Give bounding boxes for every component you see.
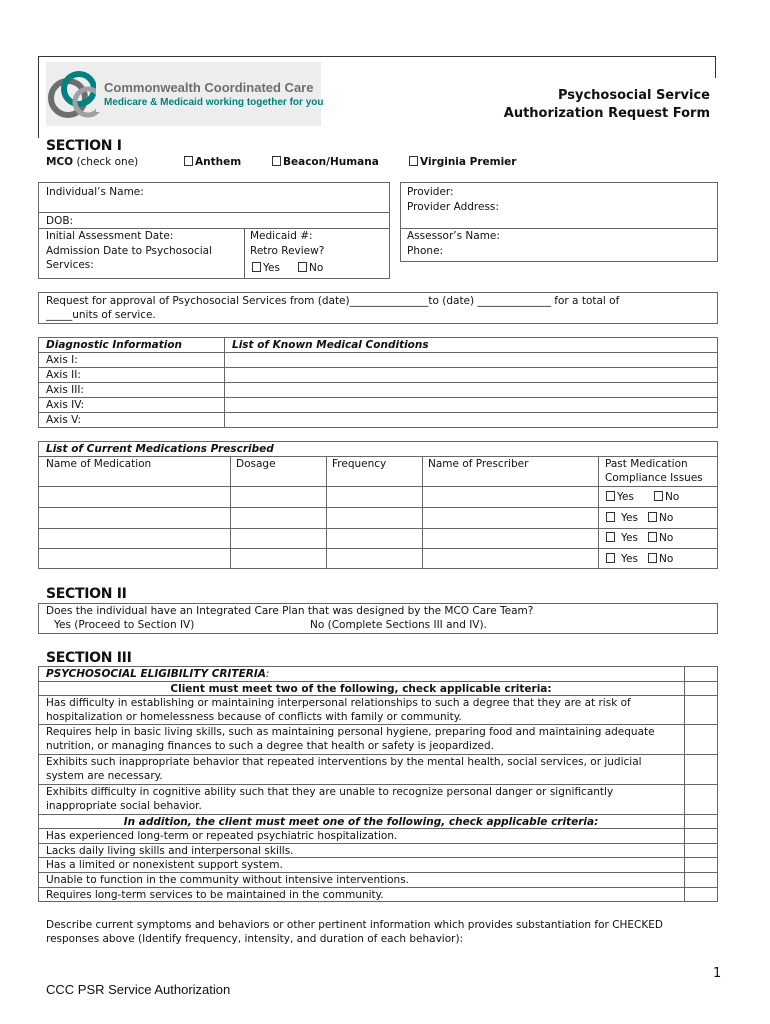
criteria-3-check-cell[interactable] bbox=[685, 755, 717, 784]
mco-option-anthem[interactable]: Anthem bbox=[184, 155, 241, 169]
criteria-4-line-1: Exhibits difficulty in cognitive ability such that they are unable to recognize personal danger or significantly bbox=[46, 786, 614, 798]
checkbox-beacon[interactable] bbox=[272, 156, 281, 166]
request-line-2[interactable]: _____units of service. bbox=[46, 309, 156, 321]
criteria-2-check-cell[interactable] bbox=[685, 725, 717, 754]
individual-name-field[interactable]: Individual’s Name: bbox=[46, 186, 144, 198]
mco-label-text: MCO bbox=[46, 156, 74, 168]
checkbox-retro-yes[interactable] bbox=[252, 262, 261, 272]
footer-text: CCC PSR Service Authorization bbox=[46, 982, 231, 997]
describe-line-2: responses above (Identify frequency, intensity, and duration of each behavior): bbox=[46, 933, 464, 945]
col-compliance-1: Past Medication bbox=[605, 458, 688, 470]
checkbox-virginia[interactable] bbox=[409, 156, 418, 166]
admission-date-field[interactable]: Admission Date to Psychosocial bbox=[46, 245, 213, 257]
page-number: 1 bbox=[713, 966, 722, 981]
criteria-1-line-1: Has difficulty in establishing or maintaining interpersonal relationships to such a degree that they are at risk of bbox=[46, 697, 631, 709]
criteria-7: Has a limited or nonexistent support system. bbox=[46, 859, 283, 871]
criteria-2-line-1: Requires help in basic living skills, such as maintaining personal hygiene, preparing food and maintaining adequate bbox=[46, 726, 655, 738]
mco-label bbox=[46, 155, 138, 169]
mco-option-virginia[interactable]: Virginia Premier bbox=[409, 155, 516, 169]
checkbox-compliance-no-2[interactable] bbox=[648, 512, 657, 522]
axis-2-field[interactable]: Axis II: bbox=[46, 369, 81, 381]
compliance-no-2[interactable]: No bbox=[648, 511, 673, 525]
criteria-6: Lacks daily living skills and interpersonal skills. bbox=[46, 845, 294, 857]
checkbox-compliance-no-3[interactable] bbox=[648, 532, 657, 542]
initial-assessment-field[interactable]: Initial Assessment Date: bbox=[46, 230, 174, 242]
axis-4-field[interactable]: Axis IV: bbox=[46, 399, 85, 411]
form-title bbox=[504, 87, 710, 123]
form-title-line1: Psychosocial Service bbox=[557, 88, 710, 103]
col-dosage: Dosage bbox=[236, 458, 276, 470]
diagnostic-header: Diagnostic Information bbox=[46, 339, 183, 351]
retro-yes-option[interactable]: Yes bbox=[252, 261, 280, 275]
compliance-no-1[interactable]: No bbox=[654, 490, 679, 504]
criteria-sub-1: Client must meet two of the following, check applicable criteria: bbox=[170, 683, 552, 695]
dob-field[interactable]: DOB: bbox=[46, 215, 74, 227]
checkbox-compliance-yes-2[interactable] bbox=[606, 512, 615, 522]
ccc-logo bbox=[46, 62, 324, 126]
header-frame-top bbox=[38, 56, 715, 57]
checkbox-compliance-no-4[interactable] bbox=[648, 553, 657, 563]
axis-1-field[interactable]: Axis I: bbox=[46, 354, 78, 366]
compliance-yes-3[interactable]: Yes bbox=[606, 531, 638, 545]
describe-response-area[interactable] bbox=[46, 948, 718, 972]
mco-option-beacon[interactable]: Beacon/Humana bbox=[272, 155, 379, 169]
compliance-yes-2[interactable]: Yes bbox=[606, 511, 638, 525]
logo-name: Commonwealth Coordinated Care bbox=[104, 80, 314, 95]
compliance-yes-4[interactable]: Yes bbox=[606, 552, 638, 566]
mco-hint: (check one) bbox=[76, 156, 139, 168]
checkbox-compliance-no-1[interactable] bbox=[654, 491, 663, 501]
section-3-heading: SECTION III bbox=[46, 650, 132, 666]
form-title-line2: Authorization Request Form bbox=[503, 106, 710, 121]
col-prescriber: Name of Prescriber bbox=[428, 458, 529, 470]
header-frame-right bbox=[715, 56, 716, 78]
checkbox-compliance-yes-1[interactable] bbox=[606, 491, 615, 501]
admission-date-field-2: Services: bbox=[46, 259, 94, 271]
retro-review-label: Retro Review? bbox=[250, 245, 325, 257]
section-2-heading: SECTION II bbox=[46, 586, 127, 602]
axis-5-field[interactable]: Axis V: bbox=[46, 414, 81, 426]
provider-field[interactable]: Provider: bbox=[407, 186, 454, 198]
criteria-7-check-cell[interactable] bbox=[685, 858, 717, 872]
criteria-5: Has experienced long-term or repeated psychiatric hospitalization. bbox=[46, 830, 398, 842]
criteria-4-line-2: inappropriate social behavior. bbox=[46, 800, 202, 812]
care-plan-question: Does the individual have an Integrated Care Plan that was designed by the MCO Care Team? bbox=[46, 605, 534, 617]
assessor-name-field[interactable]: Assessor’s Name: bbox=[407, 230, 500, 242]
criteria-2-line-2: nutrition, or managing finances to such a degree that health or safety is jeopardized. bbox=[46, 740, 494, 752]
criteria-1-line-2: hospitalization or homelessness because of conflicts with family or community. bbox=[46, 711, 462, 723]
col-medication-name: Name of Medication bbox=[46, 458, 152, 470]
care-plan-no-option[interactable]: No (Complete Sections III and IV). bbox=[310, 619, 487, 631]
compliance-yes-1[interactable]: Yes bbox=[606, 490, 634, 504]
retro-no-option[interactable]: No bbox=[298, 261, 323, 275]
col-frequency: Frequency bbox=[332, 458, 387, 470]
header-frame-left bbox=[38, 56, 39, 138]
criteria-6-check-cell[interactable] bbox=[685, 844, 717, 857]
compliance-no-4[interactable]: No bbox=[648, 552, 673, 566]
care-plan-yes-option[interactable]: Yes (Proceed to Section IV) bbox=[54, 619, 195, 631]
checkbox-anthem[interactable] bbox=[184, 156, 193, 166]
criteria-9-check-cell[interactable] bbox=[685, 888, 717, 901]
compliance-no-3[interactable]: No bbox=[648, 531, 673, 545]
describe-line-1: Describe current symptoms and behaviors or other pertinent information which provides substantiation for CHECKED bbox=[46, 919, 663, 931]
criteria-sub-2: In addition, the client must meet one of the following, check applicable criteria: bbox=[123, 816, 599, 828]
criteria-8-check-cell[interactable] bbox=[685, 873, 717, 887]
provider-address-field[interactable]: Provider Address: bbox=[407, 201, 499, 213]
criteria-3-line-2: system are necessary. bbox=[46, 770, 163, 782]
criteria-3-line-1: Exhibits such inappropriate behavior that repeated interventions by the mental health, social services, or judicial bbox=[46, 756, 642, 768]
phone-field[interactable]: Phone: bbox=[407, 245, 444, 257]
logo-tagline: Medicare & Medicaid working together for you bbox=[104, 97, 324, 108]
criteria-header: PSYCHOSOCIAL ELIGIBILITY CRITERIA: bbox=[46, 668, 270, 680]
criteria-5-check-cell[interactable] bbox=[685, 829, 717, 843]
medical-conditions-header: List of Known Medical Conditions bbox=[232, 339, 429, 351]
section-1-heading: SECTION I bbox=[46, 138, 122, 154]
col-compliance-2: Compliance Issues bbox=[605, 472, 703, 484]
axis-3-field[interactable]: Axis III: bbox=[46, 384, 84, 396]
criteria-9: Requires long-term services to be maintained in the community. bbox=[46, 889, 384, 901]
medications-header: List of Current Medications Prescribed bbox=[46, 443, 274, 455]
criteria-1-check-cell[interactable] bbox=[685, 696, 717, 724]
criteria-8: Unable to function in the community without intensive interventions. bbox=[46, 874, 410, 886]
criteria-4-check-cell[interactable] bbox=[685, 785, 717, 814]
checkbox-retro-no[interactable] bbox=[298, 262, 307, 272]
checkbox-compliance-yes-4[interactable] bbox=[606, 553, 615, 563]
request-line-1[interactable]: Request for approval of Psychosocial Services from (date)_______________to (date) ______________ for a total of bbox=[46, 295, 620, 307]
medicaid-field[interactable]: Medicaid #: bbox=[250, 230, 313, 242]
checkbox-compliance-yes-3[interactable] bbox=[606, 532, 615, 542]
